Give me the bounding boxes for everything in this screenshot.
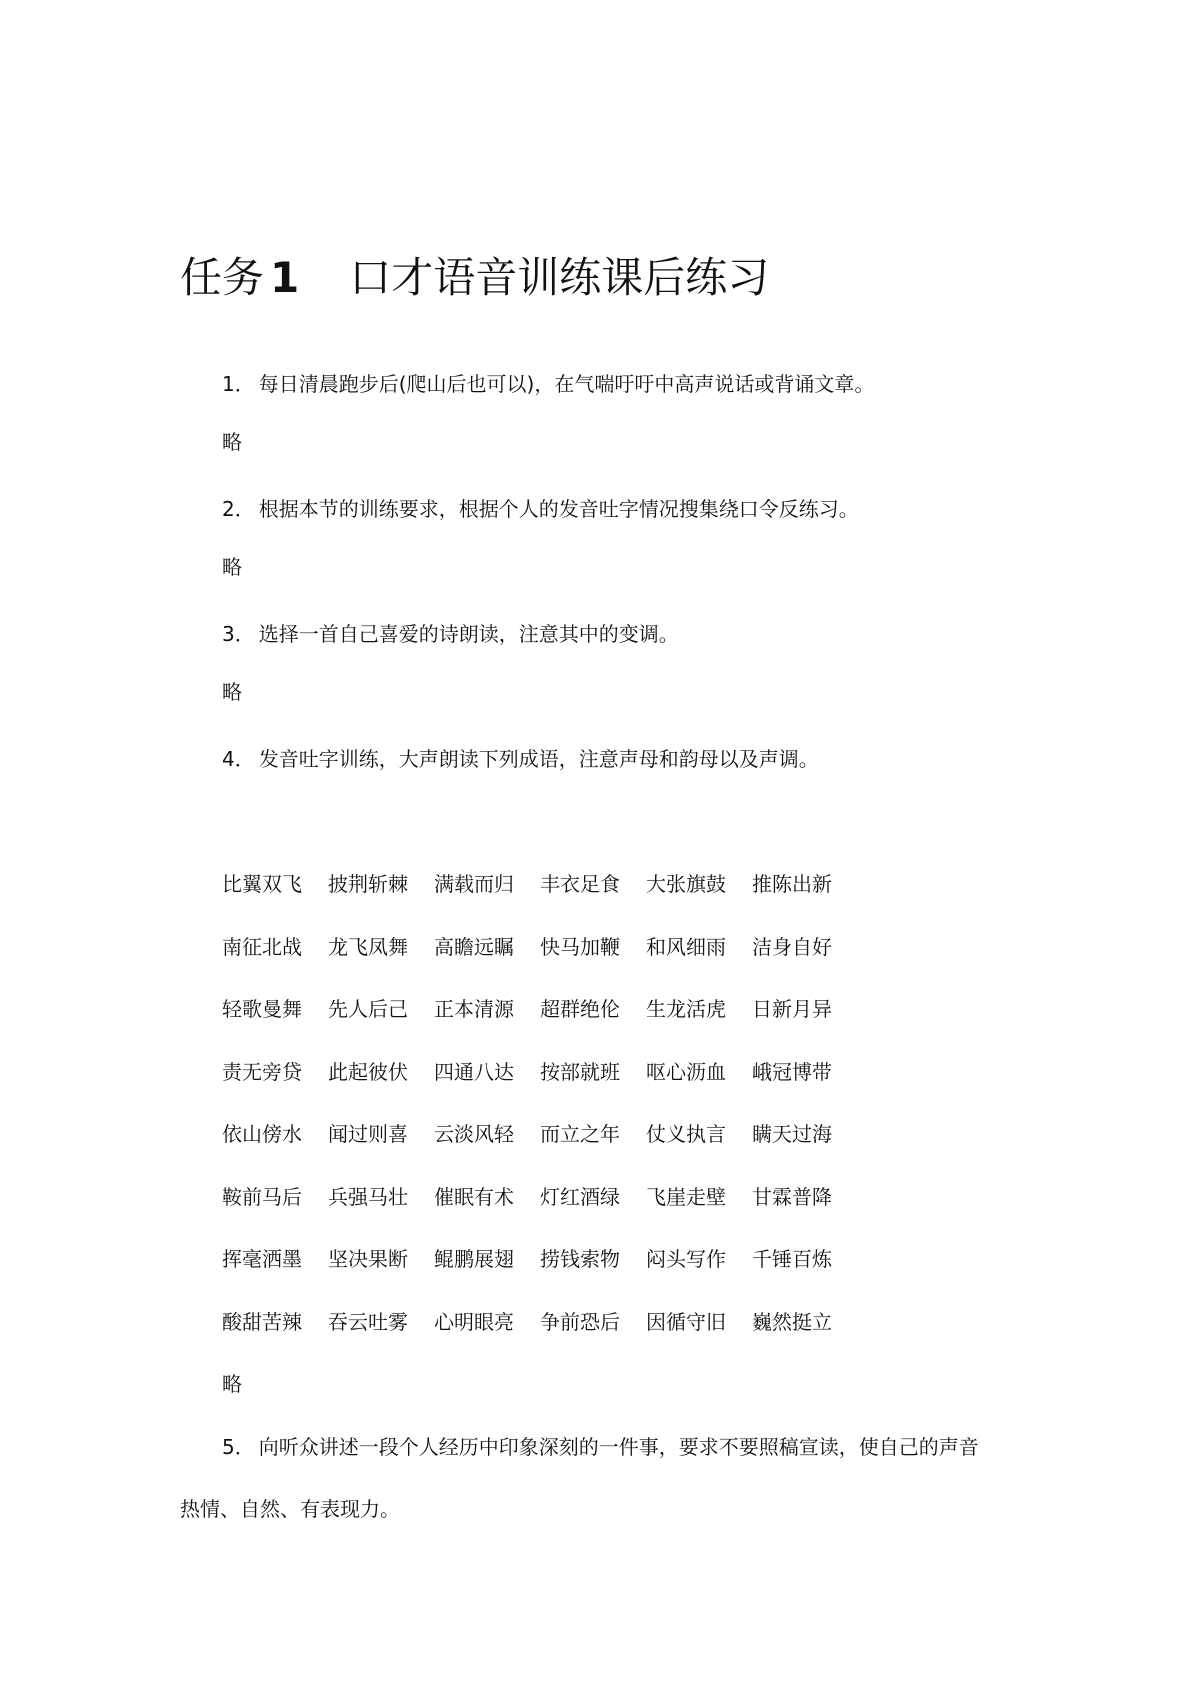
idiom: 超群绝伦 [540, 997, 620, 1021]
idiom: 酸甜苦辣 [222, 1310, 302, 1334]
title-number: 1 [270, 253, 300, 302]
question-1: 1． 每日清晨跑步后(爬山后也可以)，在气喘吁吁中高声说话或背诵文章。 [222, 372, 875, 396]
idiom: 日新月异 [752, 997, 832, 1021]
answer-4: 略 [222, 1372, 242, 1396]
idiom: 大张旗鼓 [646, 872, 726, 896]
idiom: 和风细雨 [646, 935, 726, 959]
idiom: 吞云吐雾 [328, 1310, 408, 1334]
idiom: 推陈出新 [752, 872, 832, 896]
idiom: 飞崖走壁 [646, 1185, 726, 1209]
idiom: 洁身自好 [752, 935, 832, 959]
idiom: 南征北战 [222, 935, 302, 959]
idiom: 催眠有术 [434, 1185, 514, 1209]
idiom: 因循守旧 [646, 1310, 726, 1334]
title-text: 口才语音训练课后练习 [349, 253, 770, 302]
idiom: 云淡风轻 [434, 1122, 514, 1146]
idiom: 捞钱索物 [540, 1247, 620, 1271]
idiom: 满载而归 [434, 872, 514, 896]
idiom: 披荆斩棘 [328, 872, 408, 896]
idiom: 峨冠博带 [752, 1060, 832, 1084]
idiom: 鞍前马后 [222, 1185, 302, 1209]
question-5-continuation: 热情、自然、有表现力。 [180, 1497, 400, 1521]
idiom: 巍然挺立 [752, 1310, 832, 1334]
answer-3: 略 [222, 680, 242, 704]
idiom: 此起彼伏 [328, 1060, 408, 1084]
idiom: 瞒天过海 [752, 1122, 832, 1146]
idiom: 依山傍水 [222, 1122, 302, 1146]
idiom: 先人后己 [328, 997, 408, 1021]
idiom: 龙飞凤舞 [328, 935, 408, 959]
question-5: 5． 向听众讲述一段个人经历中印象深刻的一件事，要求不要照稿宣读，使自己的声音 [222, 1435, 979, 1459]
idiom: 闷头写作 [646, 1247, 726, 1271]
idiom: 丰衣足食 [540, 872, 620, 896]
idiom: 甘霖普降 [752, 1185, 832, 1209]
page-title [180, 250, 769, 306]
idiom: 闻过则喜 [328, 1122, 408, 1146]
idiom: 责无旁贷 [222, 1060, 302, 1084]
idiom: 比翼双飞 [222, 872, 302, 896]
idiom: 轻歌曼舞 [222, 997, 302, 1021]
idiom: 仗义执言 [646, 1122, 726, 1146]
idiom: 鲲鹏展翅 [434, 1247, 514, 1271]
idiom: 而立之年 [540, 1122, 620, 1146]
question-2: 2． 根据本节的训练要求，根据个人的发音吐字情况搜集绕口令反练习。 [222, 497, 859, 521]
idiom: 坚决果断 [328, 1247, 408, 1271]
idiom: 高瞻远瞩 [434, 935, 514, 959]
idiom: 快马加鞭 [540, 935, 620, 959]
idiom: 心明眼亮 [434, 1310, 514, 1334]
answer-1: 略 [222, 430, 242, 454]
idiom: 争前恐后 [540, 1310, 620, 1334]
question-4: 4． 发音吐字训练，大声朗读下列成语，注意声母和韵母以及声调。 [222, 747, 819, 771]
idiom: 千锤百炼 [752, 1247, 832, 1271]
question-3: 3． 选择一首自己喜爱的诗朗读，注意其中的变调。 [222, 622, 679, 646]
idiom: 兵强马壮 [328, 1185, 408, 1209]
idiom: 灯红酒绿 [540, 1185, 620, 1209]
title-prefix: 任务 [180, 253, 265, 302]
idiom: 正本清源 [434, 997, 514, 1021]
idiom: 生龙活虎 [646, 997, 726, 1021]
idiom: 按部就班 [540, 1060, 620, 1084]
idiom: 呕心沥血 [646, 1060, 726, 1084]
idiom: 四通八达 [434, 1060, 514, 1084]
idiom: 挥毫洒墨 [222, 1247, 302, 1271]
answer-2: 略 [222, 555, 242, 579]
